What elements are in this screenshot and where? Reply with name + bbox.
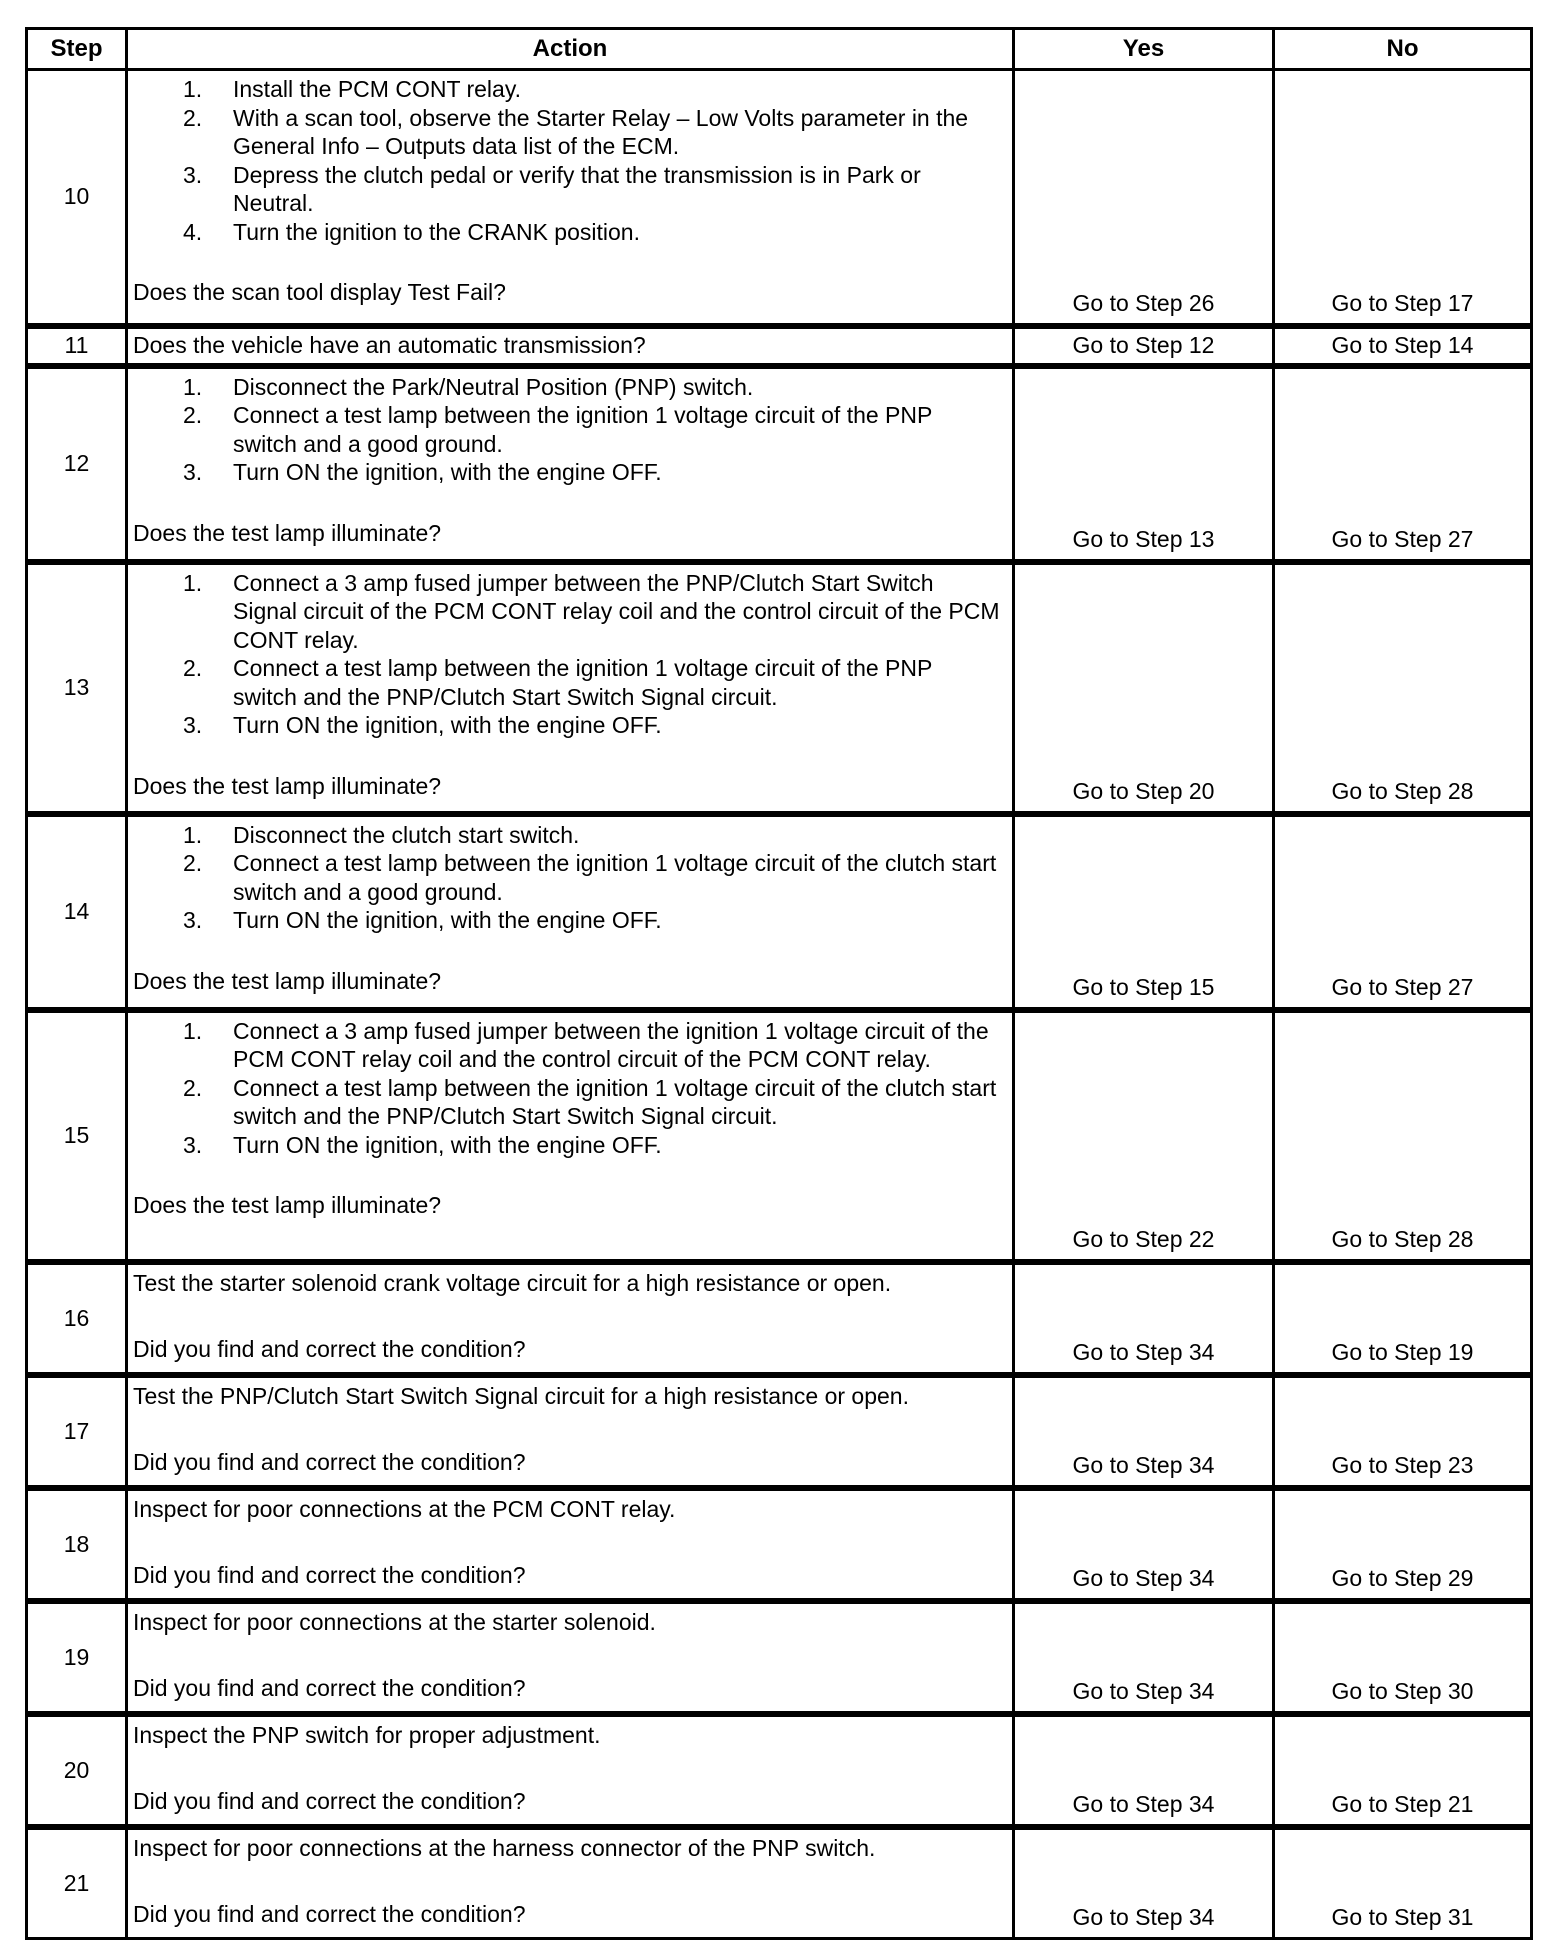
question-text: Does the test lamp illuminate? [133,772,442,799]
list-item: 1. Disconnect the clutch start switch. [183,821,580,848]
list-item: 1. Connect a 3 amp fused jumper between the ignition 1 voltage circuit of the PCM CONT relay coil and the control circuit of the PCM CONT relay. [183,1017,989,1072]
action-cell [127,326,1014,366]
yes-result: Go to Step 15 [1014,814,1274,1010]
question-text: Did you find and correct the condition? [133,1901,526,1927]
yes-result: Go to Step 34 [1014,1375,1274,1488]
action-text: Inspect for poor connections at the starter solenoid. [133,1608,656,1635]
action-cell [127,1488,1014,1601]
no-result: Go to Step 14 [1274,326,1532,366]
step-number: 19 [27,1601,127,1714]
yes-result: Go to Step 22 [1014,1010,1274,1262]
yes-result: Go to Step 34 [1014,1827,1274,1939]
list-item: 1. Disconnect the Park/Neutral Position (PNP) switch. [183,373,754,400]
action-text: Inspect the PNP switch for proper adjustment. [133,1721,601,1748]
action-cell [127,814,1014,1010]
header-step: Step [27,29,127,70]
question-text: Does the test lamp illuminate? [133,519,442,546]
step-number: 20 [27,1714,127,1827]
table-row [27,1488,1532,1601]
yes-result: Go to Step 13 [1014,366,1274,562]
list-item: 3. Turn ON the ignition, with the engine OFF. [183,907,662,933]
table-row [27,366,1532,562]
no-result: Go to Step 31 [1274,1827,1532,1939]
table-row [27,1601,1532,1714]
action-cell [127,1375,1014,1488]
table-row [27,70,1532,326]
action-cell [127,1827,1014,1939]
no-result: Go to Step 27 [1274,366,1532,562]
list-item: 3. Turn ON the ignition, with the engine OFF. [183,712,662,738]
action-text: Test the PNP/Clutch Start Switch Signal circuit for a high resistance or open. [133,1382,909,1409]
step-number: 17 [27,1375,127,1488]
no-result: Go to Step 28 [1274,562,1532,814]
list-item: 3. Depress the clutch pedal or verify that the transmission is in Park or Neutral. [183,161,921,216]
diagnostic-table [25,27,1533,1940]
list-item: 2. With a scan tool, observe the Starter Relay – Low Volts parameter in the General Info – Outputs data list of the ECM. [183,104,969,159]
action-cell [127,1010,1014,1262]
table-row [27,562,1532,814]
no-result: Go to Step 27 [1274,814,1532,1010]
table-row [27,1714,1532,1827]
action-cell [127,70,1014,326]
diagnostic-table-page [25,27,1530,1940]
action-list [133,1017,1002,1160]
action-list [133,569,1002,740]
list-item: 1. Install the PCM CONT relay. [183,76,522,102]
action-cell [127,562,1014,814]
list-item: 1. Connect a 3 amp fused jumper between the PNP/Clutch Start Switch Signal circuit of the PCM CONT relay coil and the control circuit of the PCM CONT relay. [183,569,1000,653]
step-number: 13 [27,562,127,814]
step-number: 11 [27,326,127,366]
action-text: Test the starter solenoid crank voltage circuit for a high resistance or open. [133,1269,892,1296]
question-text: Does the test lamp illuminate? [133,1192,442,1218]
yes-result: Go to Step 34 [1014,1601,1274,1714]
action-cell [127,366,1014,562]
no-result: Go to Step 29 [1274,1488,1532,1601]
list-item: 2. Connect a test lamp between the ignition 1 voltage circuit of the clutch start switch and a good ground. [183,850,997,905]
action-cell [127,1262,1014,1375]
question-text: Did you find and correct the condition? [133,1336,526,1362]
action-text: Inspect for poor connections at the harness connector of the PNP switch. [133,1834,876,1861]
table-row [27,326,1532,366]
question-text: Did you find and correct the condition? [133,1788,526,1814]
step-number: 12 [27,366,127,562]
list-item: 3. Turn ON the ignition, with the engine OFF. [183,459,662,485]
no-result: Go to Step 23 [1274,1375,1532,1488]
header-no: No [1274,29,1532,70]
question-text: Did you find and correct the condition? [133,1562,526,1588]
list-item: 2. Connect a test lamp between the ignition 1 voltage circuit of the clutch start switch and the PNP/Clutch Start Switch Signal circuit. [183,1074,997,1129]
no-result: Go to Step 19 [1274,1262,1532,1375]
step-number: 21 [27,1827,127,1939]
question-text: Does the scan tool display Test Fail? [133,279,506,305]
header-row [27,29,1532,70]
step-number: 14 [27,814,127,1010]
no-result: Go to Step 17 [1274,70,1532,326]
table-row [27,1010,1532,1262]
list-item: 2. Connect a test lamp between the ignition 1 voltage circuit of the PNP switch and a good ground. [183,402,932,457]
question-text: Does the test lamp illuminate? [133,967,442,994]
table-row [27,814,1532,1010]
yes-result: Go to Step 26 [1014,70,1274,326]
question-text: Did you find and correct the condition? [133,1675,526,1701]
table-row [27,1375,1532,1488]
step-number: 10 [27,70,127,326]
yes-result: Go to Step 34 [1014,1714,1274,1827]
action-list [133,821,1002,935]
no-result: Go to Step 21 [1274,1714,1532,1827]
header-action: Action [127,29,1014,70]
action-list [133,373,1002,487]
list-item: 3. Turn ON the ignition, with the engine OFF. [183,1131,662,1158]
yes-result: Go to Step 34 [1014,1262,1274,1375]
yes-result: Go to Step 20 [1014,562,1274,814]
list-item: 2. Connect a test lamp between the ignition 1 voltage circuit of the PNP switch and the PNP/Clutch Start Switch Signal circuit. [183,655,932,710]
no-result: Go to Step 30 [1274,1601,1532,1714]
no-result: Go to Step 28 [1274,1010,1532,1262]
header-yes: Yes [1014,29,1274,70]
table-row [27,1262,1532,1375]
yes-result: Go to Step 34 [1014,1488,1274,1601]
action-cell [127,1601,1014,1714]
action-cell [127,1714,1014,1827]
step-number: 16 [27,1262,127,1375]
table-row [27,1827,1532,1939]
question-text: Does the vehicle have an automatic transmission? [133,332,646,359]
question-text: Did you find and correct the condition? [133,1449,526,1475]
action-list [133,75,1002,246]
yes-result: Go to Step 12 [1014,326,1274,366]
step-number: 15 [27,1010,127,1262]
list-item: 4. Turn the ignition to the CRANK position. [183,218,640,245]
step-number: 18 [27,1488,127,1601]
action-text: Inspect for poor connections at the PCM CONT relay. [133,1495,676,1522]
